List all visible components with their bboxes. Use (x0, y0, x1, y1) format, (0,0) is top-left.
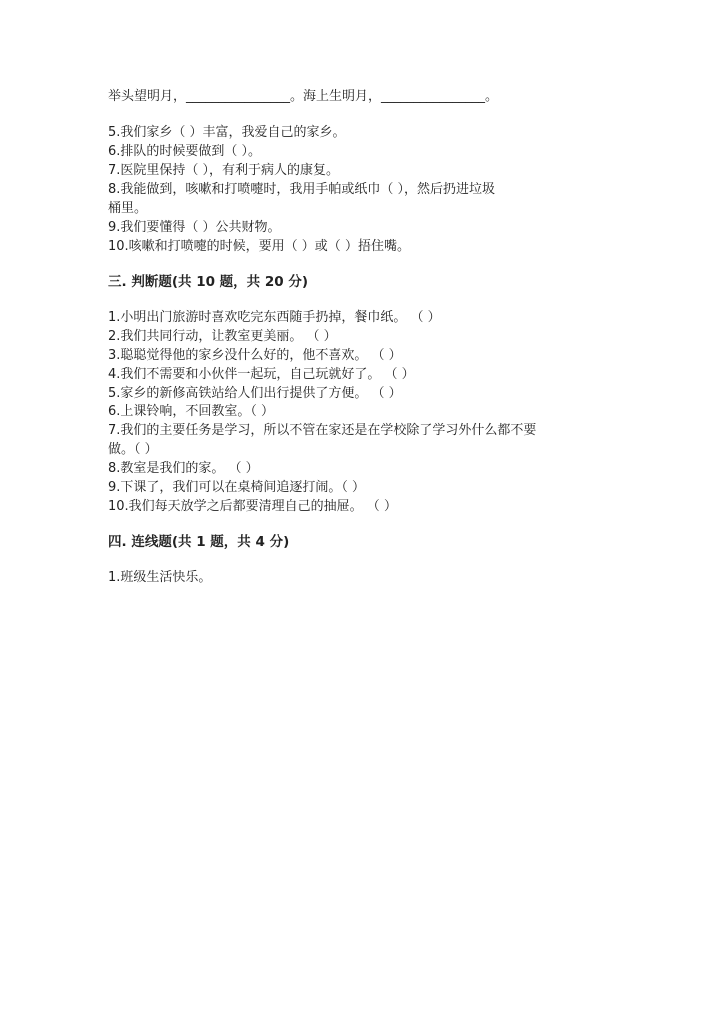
fill-item-9: 9.我们要懂得（ ）公共财物。 (108, 220, 281, 235)
judge-item-3: 3.聪聪觉得他的家乡没什么好的，他不喜欢。 （ ） (108, 348, 402, 363)
fill-item-5: 5.我们家乡（ ）丰富，我爱自己的家乡。 (108, 125, 346, 140)
fill-item-8: 8.我能做到，咳嗽和打喷嚏时，我用手帕或纸巾（ ），然后扔进垃圾 (108, 182, 496, 197)
judge-item-5: 5.家乡的新修高铁站给人们出行提供了方便。 （ ） (108, 386, 402, 401)
match-item-1: 1.班级生活快乐。 (108, 570, 212, 585)
judge-item-10: 10.我们每天放学之后都要清理自己的抽屉。 （ ） (108, 499, 397, 514)
fill-item-10: 10.咳嗽和打喷嚏的时候，要用（ ）或（ ）捂住嘴。 (108, 239, 410, 254)
judge-item-8: 8.教室是我们的家。 （ ） (108, 461, 259, 476)
judge-item-1: 1.小明出门旅游时喜欢吃完东西随手扔掉，餐巾纸。 （ ） (108, 310, 441, 325)
section-3-title: 三. 判断题(共 10 题，共 20 分) (108, 274, 309, 290)
fill-item-6: 6.排队的时候要做到（ ）。 (108, 144, 262, 159)
fill-item-8-cont: 桶里。 (108, 201, 148, 216)
poem-fill-line: 举头望明月，________________。海上生明月，________________。 (108, 89, 499, 104)
judge-item-4: 4.我们不需要和小伙伴一起玩，自己玩就好了。 （ ） (108, 367, 415, 382)
fill-item-7: 7.医院里保持（ ），有利于病人的康复。 (108, 163, 340, 178)
section-4-title: 四. 连线题(共 1 题，共 4 分) (108, 534, 290, 550)
judge-item-6: 6.上课铃响，不回教室。（ ） (108, 404, 275, 419)
judge-item-2: 2.我们共同行动，让教室更美丽。 （ ） (108, 329, 337, 344)
judge-item-9: 9.下课了，我们可以在桌椅间追逐打闹。（ ） (108, 480, 366, 495)
judge-item-7-cont: 做。（ ） (108, 442, 158, 457)
judge-item-7: 7.我们的主要任务是学习，所以不管在家还是在学校除了学习外什么都不要 (108, 423, 537, 438)
